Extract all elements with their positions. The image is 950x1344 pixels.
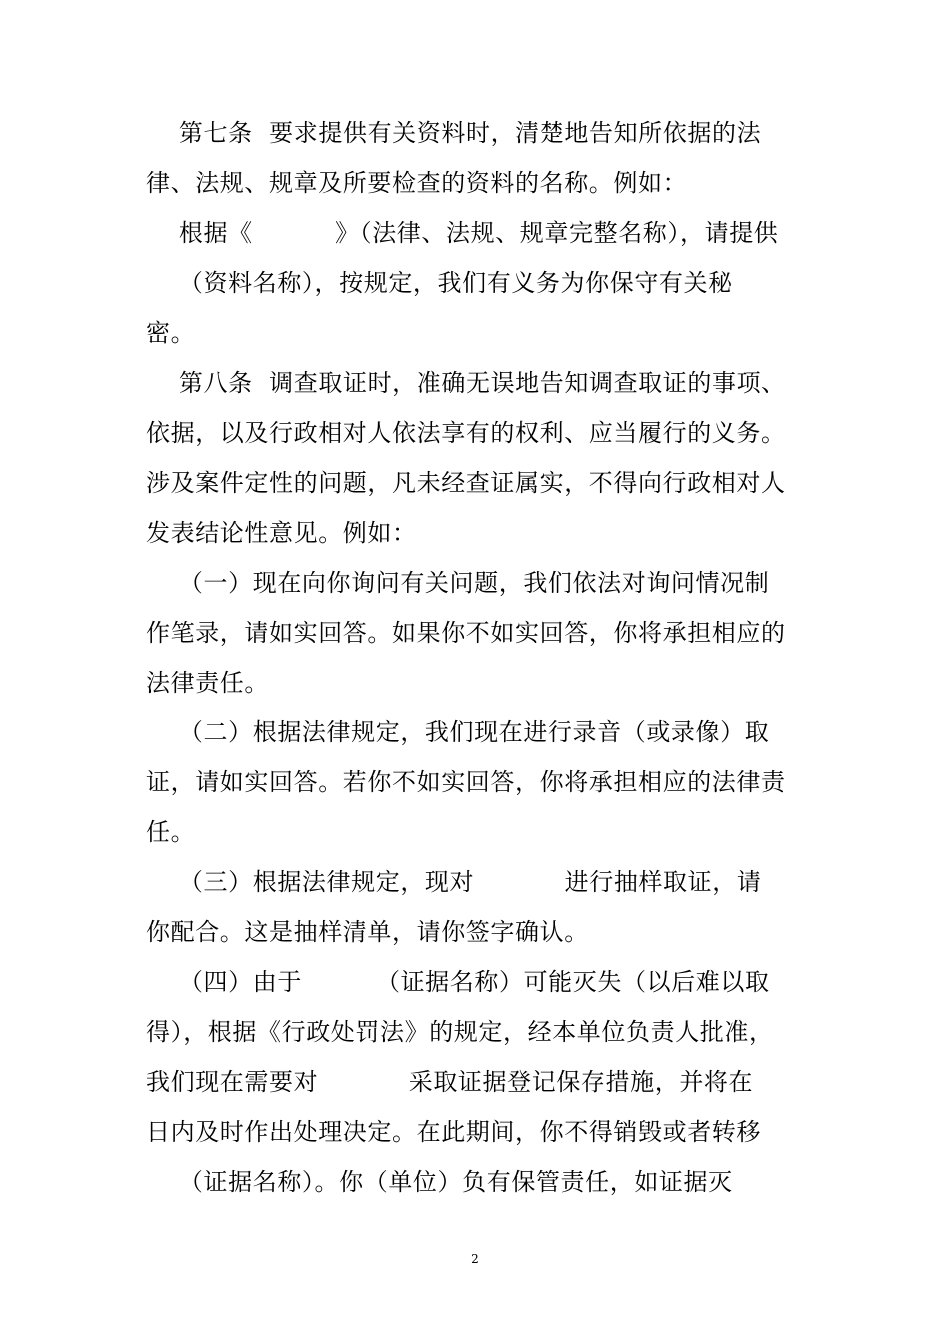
text-line: 日内及时作出处理决定。在此期间，你不得销毁或者转移	[146, 1118, 761, 1146]
text-line: （三）根据法律规定，现对 进行抽样取证，请	[146, 868, 762, 896]
text-line: （一）现在向你询问有关问题，我们依法对询问情况制	[146, 569, 770, 597]
text-line: 涉及案件定性的问题，凡未经查证属实，不得向行政相对人	[146, 469, 786, 497]
text-line: 根据《 》（法律、法规、规章完整名称），请提供	[146, 219, 779, 247]
text-line: 发表结论性意见。例如：	[146, 519, 417, 547]
text-line: 得），根据《行政处罚法》的规定，经本单位负责人批准，	[146, 1018, 774, 1046]
text-line: 依据，以及行政相对人依法享有的权利、应当履行的义务。	[146, 419, 786, 447]
text-line: （证据名称）。你（单位）负有保管责任，如证据灭	[146, 1168, 733, 1196]
text-line: 作笔录，请如实回答。如果你不如实回答，你将承担相应的	[146, 619, 786, 647]
page-number: 2	[471, 1252, 479, 1266]
text-line: 密。	[146, 319, 196, 347]
text-line: 第七条 要求提供有关资料时，清楚地告知所依据的法	[146, 119, 762, 147]
text-line: 法律责任。	[146, 669, 269, 697]
text-line: 证，请如实回答。若你不如实回答，你将承担相应的法律责	[146, 768, 786, 796]
text-line: （四）由于 （证据名称）可能灭失（以后难以取	[146, 968, 770, 996]
text-line: 我们现在需要对 采取证据登记保存措施，并将在	[146, 1068, 754, 1096]
text-line: 你配合。这是抽样清单，请你签字确认。	[146, 918, 589, 946]
text-line: （二）根据法律规定，我们现在进行录音（或录像）取	[146, 718, 770, 746]
text-line: 第八条 调查取证时，准确无误地告知调查取证的事项、	[146, 369, 786, 397]
text-line: （资料名称），按规定，我们有义务为你保守有关秘	[146, 269, 733, 297]
text-line: 律、法规、规章及所要检查的资料的名称。例如：	[146, 169, 688, 197]
text-line: 任。	[146, 818, 196, 846]
